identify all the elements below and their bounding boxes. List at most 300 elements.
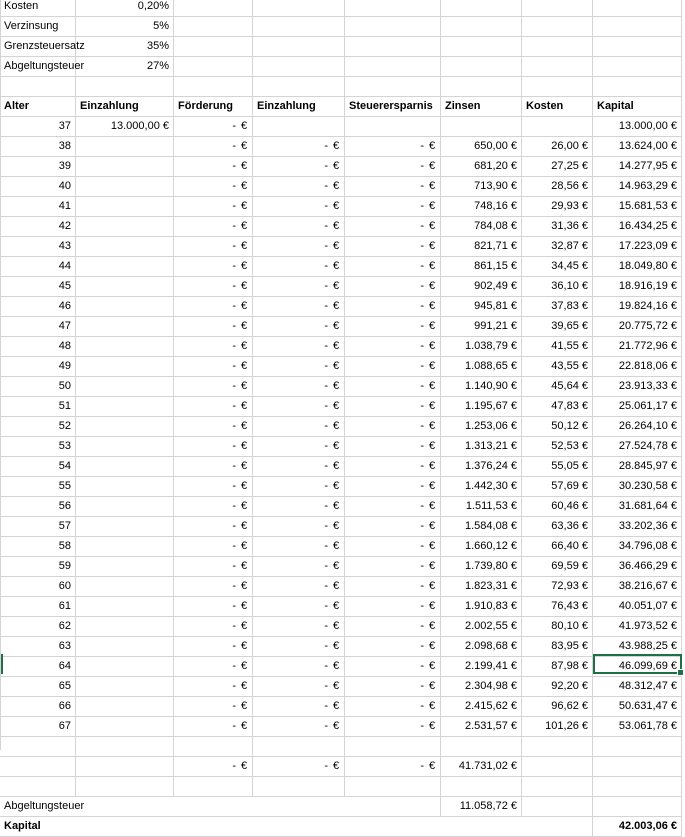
einzahlung2-cell[interactable] [253,577,345,597]
kapital-cell[interactable]: 46.099,69 € [593,657,682,677]
foerderung-cell[interactable] [174,517,253,537]
einzahlung2-cell[interactable] [253,257,345,277]
steuerersparnis-cell[interactable] [345,617,441,637]
steuerersparnis-cell[interactable] [345,317,441,337]
steuerersparnis-cell[interactable] [345,697,441,717]
steuerersparnis-cell[interactable] [345,357,441,377]
kosten-cell[interactable]: 50,12 € [522,417,593,437]
einzahlung2-cell[interactable] [253,297,345,317]
einzahlung2-cell[interactable] [253,177,345,197]
steuerersparnis-cell[interactable] [345,177,441,197]
kosten-cell[interactable]: 63,36 € [522,517,593,537]
empty-cell[interactable] [174,737,253,757]
zinsen-cell[interactable]: 1.038,79 € [441,337,522,357]
empty-cell[interactable] [345,57,441,77]
steuerersparnis-cell[interactable] [345,137,441,157]
einzahlung-cell[interactable] [76,637,174,657]
steuerersparnis-cell[interactable] [345,557,441,577]
steuerersparnis-cell[interactable] [345,397,441,417]
foerderung-cell[interactable] [174,157,253,177]
foerderung-cell[interactable] [174,597,253,617]
empty-cell[interactable] [345,17,441,37]
einzahlung2-cell[interactable] [253,137,345,157]
einzahlung2-cell[interactable] [253,437,345,457]
einzahlung-cell[interactable] [76,397,174,417]
foerderung-cell[interactable] [174,297,253,317]
total-steuerersparnis[interactable] [345,757,441,777]
foerderung-cell[interactable] [174,377,253,397]
empty-cell[interactable] [522,0,593,17]
steuerersparnis-cell[interactable] [345,517,441,537]
einzahlung-cell[interactable] [76,537,174,557]
einzahlung-cell[interactable] [76,657,174,677]
kosten-cell[interactable]: 37,83 € [522,297,593,317]
steuerersparnis-cell[interactable] [345,717,441,737]
foerderung-cell[interactable] [174,217,253,237]
empty-cell[interactable] [593,777,682,797]
param-label[interactable]: Abgeltungsteuer [0,57,76,77]
steuerersparnis-cell[interactable] [345,597,441,617]
zinsen-cell[interactable]: 1.253,06 € [441,417,522,437]
steuerersparnis-cell[interactable] [345,157,441,177]
einzahlung2-cell[interactable] [253,677,345,697]
steuerersparnis-cell[interactable] [345,477,441,497]
einzahlung-cell[interactable] [76,497,174,517]
kosten-cell[interactable]: 26,00 € [522,137,593,157]
zinsen-cell[interactable]: 1.313,21 € [441,437,522,457]
param-value[interactable]: 35% [76,37,174,57]
steuerersparnis-cell[interactable] [345,297,441,317]
column-header[interactable]: Einzahlung [253,97,345,117]
alter-cell[interactable]: 61 [0,597,76,617]
kapital-value[interactable]: 42.003,06 € [593,817,682,837]
kosten-cell[interactable]: 52,53 € [522,437,593,457]
einzahlung2-cell[interactable] [253,497,345,517]
foerderung-cell[interactable] [174,197,253,217]
kosten-cell[interactable]: 92,20 € [522,677,593,697]
empty-cell[interactable] [593,17,682,37]
alter-cell[interactable]: 47 [0,317,76,337]
alter-cell[interactable]: 49 [0,357,76,377]
foerderung-cell[interactable] [174,257,253,277]
empty-cell[interactable] [345,777,441,797]
kosten-cell[interactable]: 43,55 € [522,357,593,377]
empty-cell[interactable] [345,77,441,97]
kapital-cell[interactable]: 27.524,78 € [593,437,682,457]
empty-cell[interactable] [522,797,593,817]
kapital-cell[interactable]: 22.818,06 € [593,357,682,377]
empty-cell[interactable] [593,757,682,777]
einzahlung2-cell[interactable] [253,217,345,237]
kosten-cell[interactable]: 32,87 € [522,237,593,257]
einzahlung2-cell[interactable] [253,657,345,677]
foerderung-cell[interactable] [174,317,253,337]
einzahlung2-cell[interactable] [253,457,345,477]
kapital-cell[interactable]: 50.631,47 € [593,697,682,717]
zinsen-cell[interactable]: 1.140,90 € [441,377,522,397]
steuerersparnis-cell[interactable] [345,417,441,437]
zinsen-cell[interactable]: 2.531,57 € [441,717,522,737]
alter-cell[interactable]: 37 [0,117,76,137]
empty-cell[interactable] [441,0,522,17]
foerderung-cell[interactable] [174,657,253,677]
zinsen-cell[interactable]: 2.002,55 € [441,617,522,637]
einzahlung-cell[interactable] [76,237,174,257]
einzahlung-cell[interactable] [76,297,174,317]
kapital-cell[interactable]: 38.216,67 € [593,577,682,597]
empty-cell[interactable] [174,77,253,97]
einzahlung2-cell[interactable] [253,717,345,737]
zinsen-cell[interactable]: 1.195,67 € [441,397,522,417]
foerderung-cell[interactable] [174,277,253,297]
kapital-label[interactable]: Kapital [0,817,593,837]
foerderung-cell[interactable] [174,177,253,197]
kosten-cell[interactable]: 31,36 € [522,217,593,237]
alter-cell[interactable]: 59 [0,557,76,577]
alter-cell[interactable]: 44 [0,257,76,277]
kosten-cell[interactable]: 45,64 € [522,377,593,397]
alter-cell[interactable]: 50 [0,377,76,397]
empty-cell[interactable] [441,77,522,97]
alter-cell[interactable]: 38 [0,137,76,157]
kapital-cell[interactable]: 14.963,29 € [593,177,682,197]
foerderung-cell[interactable] [174,697,253,717]
steuerersparnis-cell[interactable] [345,337,441,357]
zinsen-cell[interactable]: 1.442,30 € [441,477,522,497]
steuerersparnis-cell[interactable] [345,537,441,557]
einzahlung-cell[interactable] [76,557,174,577]
foerderung-cell[interactable] [174,497,253,517]
empty-cell[interactable] [253,37,345,57]
zinsen-cell[interactable]: 821,71 € [441,237,522,257]
steuerersparnis-cell[interactable] [345,257,441,277]
einzahlung-cell[interactable] [76,597,174,617]
steuerersparnis-cell[interactable] [345,457,441,477]
einzahlung2-cell[interactable] [253,517,345,537]
alter-cell[interactable]: 51 [0,397,76,417]
empty-cell[interactable] [522,757,593,777]
einzahlung-cell[interactable] [76,617,174,637]
steuerersparnis-cell[interactable] [345,197,441,217]
column-header[interactable]: Kapital [593,97,682,117]
einzahlung-cell[interactable] [76,457,174,477]
empty-cell[interactable] [593,37,682,57]
param-value[interactable]: 0,20% [76,0,174,17]
steuerersparnis-cell[interactable] [345,277,441,297]
empty-cell[interactable] [593,737,682,757]
steuerersparnis-cell[interactable] [345,657,441,677]
steuerersparnis-cell[interactable] [345,437,441,457]
empty-cell[interactable] [174,777,253,797]
kapital-cell[interactable]: 34.796,08 € [593,537,682,557]
empty-cell[interactable] [0,777,76,797]
kosten-cell[interactable] [522,117,593,137]
alter-cell[interactable]: 45 [0,277,76,297]
empty-cell[interactable] [174,57,253,77]
foerderung-cell[interactable] [174,117,253,137]
einzahlung-cell[interactable] [76,577,174,597]
empty-cell[interactable] [253,57,345,77]
zinsen-cell[interactable]: 784,08 € [441,217,522,237]
kapital-cell[interactable]: 26.264,10 € [593,417,682,437]
einzahlung2-cell[interactable] [253,697,345,717]
einzahlung-cell[interactable] [76,197,174,217]
empty-cell[interactable] [253,0,345,17]
steuerersparnis-cell[interactable] [345,217,441,237]
kapital-cell[interactable]: 28.845,97 € [593,457,682,477]
empty-cell[interactable] [593,797,682,817]
abgeltungsteuer-value[interactable]: 11.058,72 € [441,797,522,817]
column-header[interactable]: Alter [0,97,76,117]
alter-cell[interactable]: 43 [0,237,76,257]
steuerersparnis-cell[interactable] [345,577,441,597]
zinsen-cell[interactable]: 991,21 € [441,317,522,337]
empty-cell[interactable] [593,57,682,77]
param-label[interactable]: Grenzsteuersatz [0,37,76,57]
empty-cell[interactable] [522,17,593,37]
einzahlung2-cell[interactable] [253,237,345,257]
kosten-cell[interactable]: 76,43 € [522,597,593,617]
empty-cell[interactable] [441,777,522,797]
alter-cell[interactable]: 42 [0,217,76,237]
alter-cell[interactable]: 67 [0,717,76,737]
zinsen-cell[interactable]: 861,15 € [441,257,522,277]
kapital-cell[interactable]: 18.916,19 € [593,277,682,297]
column-header[interactable]: Kosten [522,97,593,117]
kosten-cell[interactable]: 39,65 € [522,317,593,337]
alter-cell[interactable]: 54 [0,457,76,477]
empty-cell[interactable] [345,737,441,757]
foerderung-cell[interactable] [174,137,253,157]
alter-cell[interactable]: 58 [0,537,76,557]
zinsen-cell[interactable]: 1.739,80 € [441,557,522,577]
foerderung-cell[interactable] [174,537,253,557]
foerderung-cell[interactable] [174,237,253,257]
empty-cell[interactable] [345,37,441,57]
alter-cell[interactable]: 40 [0,177,76,197]
empty-cell[interactable] [76,757,174,777]
empty-cell[interactable] [76,737,174,757]
einzahlung2-cell[interactable] [253,357,345,377]
column-header[interactable]: Steuerersparnis [345,97,441,117]
empty-cell[interactable] [174,37,253,57]
empty-cell[interactable] [593,0,682,17]
empty-cell[interactable] [253,77,345,97]
alter-cell[interactable]: 55 [0,477,76,497]
kapital-cell[interactable]: 19.824,16 € [593,297,682,317]
alter-cell[interactable]: 52 [0,417,76,437]
empty-cell[interactable] [522,37,593,57]
kapital-cell[interactable]: 14.277,95 € [593,157,682,177]
einzahlung2-cell[interactable] [253,277,345,297]
total-foerderung[interactable] [174,757,253,777]
empty-cell[interactable] [253,17,345,37]
alter-cell[interactable]: 62 [0,617,76,637]
empty-cell[interactable] [76,77,174,97]
empty-cell[interactable] [522,77,593,97]
param-label[interactable]: Kosten [0,0,76,17]
total-einzahlung[interactable] [253,757,345,777]
zinsen-cell[interactable]: 1.584,08 € [441,517,522,537]
column-header[interactable]: Einzahlung [76,97,174,117]
einzahlung-cell[interactable] [76,257,174,277]
empty-cell[interactable] [522,57,593,77]
column-header[interactable]: Förderung [174,97,253,117]
kapital-cell[interactable]: 40.051,07 € [593,597,682,617]
einzahlung-cell[interactable] [76,157,174,177]
steuerersparnis-cell[interactable] [345,497,441,517]
steuerersparnis-cell[interactable] [345,377,441,397]
einzahlung2-cell[interactable] [253,377,345,397]
foerderung-cell[interactable] [174,577,253,597]
zinsen-cell[interactable]: 713,90 € [441,177,522,197]
kosten-cell[interactable]: 36,10 € [522,277,593,297]
kosten-cell[interactable]: 55,05 € [522,457,593,477]
foerderung-cell[interactable] [174,477,253,497]
alter-cell[interactable]: 48 [0,337,76,357]
kosten-cell[interactable]: 66,40 € [522,537,593,557]
einzahlung2-cell[interactable] [253,197,345,217]
einzahlung-cell[interactable] [76,357,174,377]
alter-cell[interactable]: 63 [0,637,76,657]
zinsen-cell[interactable]: 2.304,98 € [441,677,522,697]
kosten-cell[interactable]: 69,59 € [522,557,593,577]
einzahlung2-cell[interactable] [253,417,345,437]
kosten-cell[interactable]: 29,93 € [522,197,593,217]
empty-cell[interactable] [345,0,441,17]
kapital-cell[interactable]: 13.000,00 € [593,117,682,137]
einzahlung2-cell[interactable] [253,317,345,337]
einzahlung-cell[interactable] [76,677,174,697]
empty-cell[interactable] [441,37,522,57]
zinsen-cell[interactable]: 945,81 € [441,297,522,317]
kapital-cell[interactable]: 16.434,25 € [593,217,682,237]
kosten-cell[interactable]: 41,55 € [522,337,593,357]
foerderung-cell[interactable] [174,677,253,697]
foerderung-cell[interactable] [174,417,253,437]
empty-cell[interactable] [522,777,593,797]
selected-cell[interactable] [593,654,682,674]
foerderung-cell[interactable] [174,397,253,417]
foerderung-cell[interactable] [174,557,253,577]
einzahlung-cell[interactable] [76,317,174,337]
zinsen-cell[interactable]: 681,20 € [441,157,522,177]
empty-cell[interactable] [253,737,345,757]
zinsen-cell[interactable]: 748,16 € [441,197,522,217]
alter-cell[interactable]: 64 [0,657,76,677]
foerderung-cell[interactable] [174,637,253,657]
einzahlung-cell[interactable] [76,337,174,357]
kapital-cell[interactable]: 43.988,25 € [593,637,682,657]
kosten-cell[interactable]: 87,98 € [522,657,593,677]
alter-cell[interactable]: 39 [0,157,76,177]
empty-cell[interactable] [253,777,345,797]
einzahlung2-cell[interactable] [253,477,345,497]
foerderung-cell[interactable] [174,437,253,457]
kapital-cell[interactable]: 15.681,53 € [593,197,682,217]
steuerersparnis-cell[interactable] [345,637,441,657]
empty-cell[interactable] [441,57,522,77]
kapital-cell[interactable]: 48.312,47 € [593,677,682,697]
kapital-cell[interactable]: 21.772,96 € [593,337,682,357]
empty-cell[interactable] [174,17,253,37]
alter-cell[interactable]: 60 [0,577,76,597]
einzahlung-cell[interactable] [76,477,174,497]
alter-cell[interactable]: 53 [0,437,76,457]
kosten-cell[interactable]: 57,69 € [522,477,593,497]
empty-cell[interactable] [345,117,441,137]
alter-cell[interactable]: 56 [0,497,76,517]
kosten-cell[interactable]: 34,45 € [522,257,593,277]
einzahlung2-cell[interactable] [253,557,345,577]
einzahlung2-cell[interactable] [253,337,345,357]
empty-cell[interactable] [0,737,76,757]
zinsen-cell[interactable]: 1.910,83 € [441,597,522,617]
kapital-cell[interactable]: 13.624,00 € [593,137,682,157]
einzahlung-cell[interactable]: 13.000,00 € [76,117,174,137]
zinsen-cell[interactable] [441,117,522,137]
zinsen-cell[interactable]: 650,00 € [441,137,522,157]
kapital-cell[interactable]: 36.466,29 € [593,557,682,577]
kapital-cell[interactable]: 33.202,36 € [593,517,682,537]
kapital-cell[interactable]: 53.061,78 € [593,717,682,737]
einzahlung2-cell[interactable] [253,637,345,657]
kapital-cell[interactable]: 41.973,52 € [593,617,682,637]
column-header[interactable]: Zinsen [441,97,522,117]
kosten-cell[interactable]: 28,56 € [522,177,593,197]
foerderung-cell[interactable] [174,617,253,637]
steuerersparnis-cell[interactable] [345,237,441,257]
kapital-cell[interactable]: 18.049,80 € [593,257,682,277]
foerderung-cell[interactable] [174,717,253,737]
kosten-cell[interactable]: 101,26 € [522,717,593,737]
kapital-cell[interactable]: 30.230,58 € [593,477,682,497]
alter-cell[interactable]: 41 [0,197,76,217]
kapital-cell[interactable]: 17.223,09 € [593,237,682,257]
zinsen-cell[interactable]: 902,49 € [441,277,522,297]
foerderung-cell[interactable] [174,457,253,477]
einzahlung-cell[interactable] [76,137,174,157]
zinsen-cell[interactable]: 2.199,41 € [441,657,522,677]
kapital-cell[interactable]: 31.681,64 € [593,497,682,517]
einzahlung-cell[interactable] [76,437,174,457]
zinsen-cell[interactable]: 1.511,53 € [441,497,522,517]
einzahlung2-cell[interactable] [253,617,345,637]
empty-cell[interactable] [0,757,76,777]
alter-cell[interactable]: 65 [0,677,76,697]
param-value[interactable]: 5% [76,17,174,37]
einzahlung-cell[interactable] [76,517,174,537]
foerderung-cell[interactable] [174,337,253,357]
kapital-cell[interactable]: 25.061,17 € [593,397,682,417]
param-value[interactable]: 27% [76,57,174,77]
empty-cell[interactable] [441,17,522,37]
alter-cell[interactable]: 46 [0,297,76,317]
einzahlung2-cell[interactable] [253,397,345,417]
kosten-cell[interactable]: 80,10 € [522,617,593,637]
empty-cell[interactable] [0,77,76,97]
empty-cell[interactable] [522,737,593,757]
einzahlung-cell[interactable] [76,377,174,397]
kapital-cell[interactable]: 23.913,33 € [593,377,682,397]
einzahlung-cell[interactable] [76,217,174,237]
alter-cell[interactable]: 57 [0,517,76,537]
einzahlung-cell[interactable] [76,177,174,197]
kosten-cell[interactable]: 27,25 € [522,157,593,177]
einzahlung-cell[interactable] [76,697,174,717]
einzahlung2-cell[interactable] [253,597,345,617]
kosten-cell[interactable]: 83,95 € [522,637,593,657]
